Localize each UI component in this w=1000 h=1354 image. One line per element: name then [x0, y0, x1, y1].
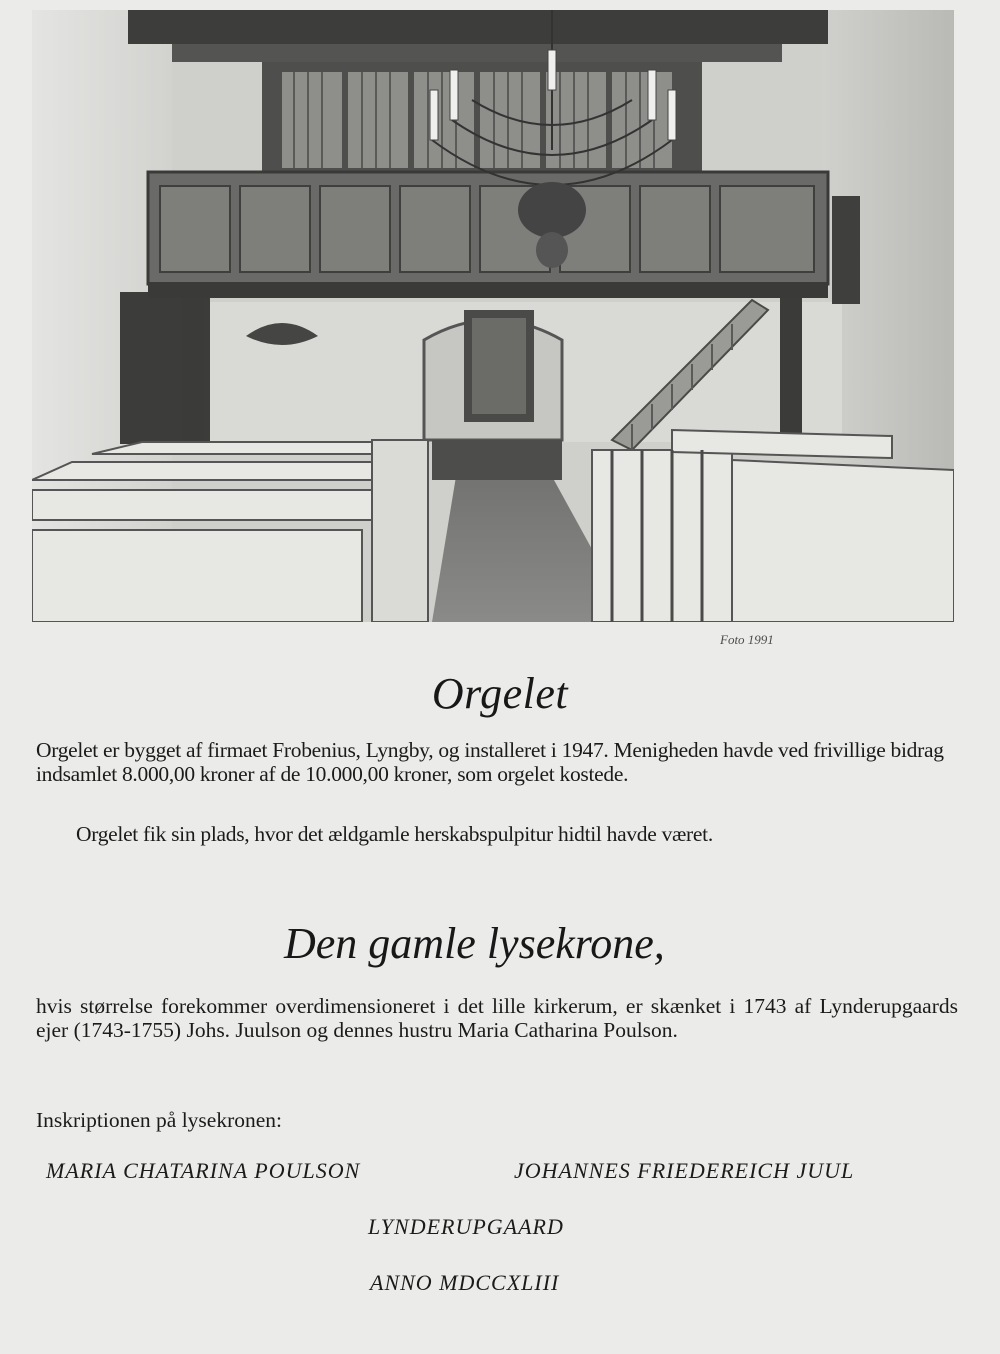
- organ-paragraph-2: Orgelet fik sin plads, hvor det ældgamle herskabspulpitur hidtil havde været.: [76, 822, 713, 846]
- inscription-line-2: LYNDERUPGAARD: [368, 1214, 564, 1239]
- organ-heading: Orgelet: [431, 669, 569, 718]
- chandelier-heading: Den gamle lysekrone,: [284, 919, 665, 968]
- chandelier-paragraph: hvis størrelse forekommer overdimensioneret i det lille kirkerum, er skænket i 1743 af Lynderupgaards ejer (1743-1755) Johs. Juulson og dennes hustru Maria Catharina Poulson.: [36, 994, 958, 1042]
- inscription-label: Inskriptionen på lysekronen:: [36, 1108, 283, 1132]
- inscription-line-1-right: JOHANNES FRIEDEREICH JUUL: [514, 1158, 855, 1183]
- organ-paragraph-1: Orgelet er bygget af firmaet Frobenius, Lyngby, og installeret i 1947. Menigheden havde ved frivillige bidrag indsamlet 8.000,00 kroner af de 10.000,00 kroner, som orgelet kostede.: [36, 738, 944, 786]
- photo-credit: Foto 1991: [720, 632, 774, 647]
- inscription-line-1-left: MARIA CHATARINA POULSON: [46, 1158, 361, 1183]
- church-interior-photo: [32, 10, 954, 622]
- inscription-line-3: ANNO MDCCXLIII: [370, 1270, 560, 1295]
